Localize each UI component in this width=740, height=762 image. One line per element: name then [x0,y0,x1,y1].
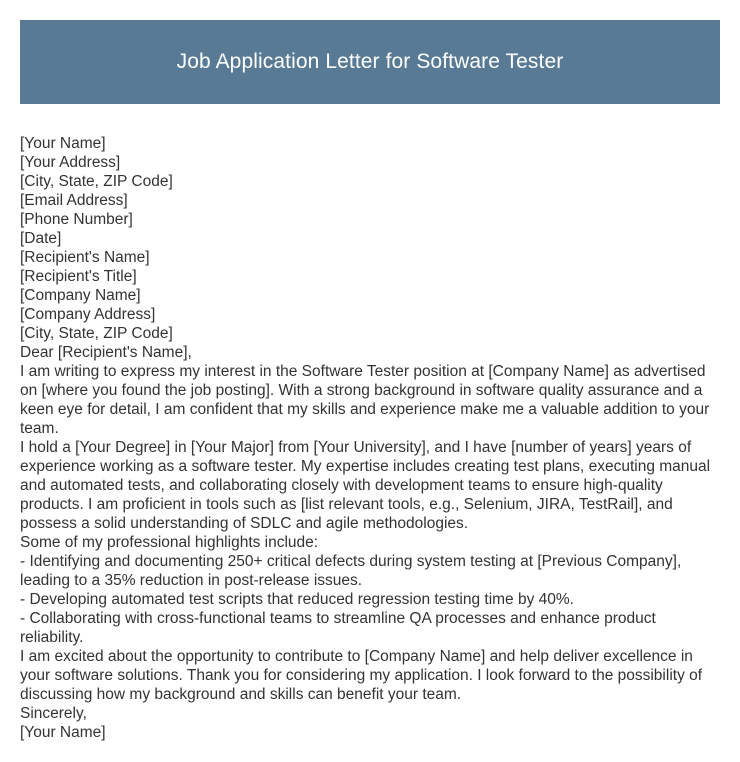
sender-city-state-zip: [City, State, ZIP Code] [20,173,173,190]
recipient-company-address: [Company Address] [20,306,156,323]
recipient-name: [Recipient's Name] [20,249,150,266]
sender-phone: [Phone Number] [20,211,133,228]
letter-body [20,134,720,742]
highlight-item: - Identifying and documenting 250+ critical defects during system testing at [Previous Company], leading to a 35% reduction in post-release issues. [20,553,682,589]
header-banner [20,20,720,104]
paragraph-interest: I am writing to express my interest in the Software Tester position at [Company Name] as advertised on [where you found the job posting]. With a strong background in software quality assurance and a keen eye for detail, I am confident that my skills and experience make me a valuable addition to your team. [20,363,710,437]
salutation: Dear [Recipient's Name], [20,344,192,361]
sender-address: [Your Address] [20,154,121,171]
highlights-intro: Some of my professional highlights include: [20,534,319,551]
letter-date: [Date] [20,230,62,247]
highlight-item: - Collaborating with cross-functional teams to streamline QA processes and enhance product reliability. [20,610,656,646]
page-title: Job Application Letter for Software Tester [176,50,564,73]
sender-name: [Your Name] [20,135,106,152]
recipient-company: [Company Name] [20,287,141,304]
recipient-title: [Recipient's Title] [20,268,137,285]
sender-email: [Email Address] [20,192,128,209]
recipient-city-state-zip: [City, State, ZIP Code] [20,325,173,342]
signature-name: [Your Name] [20,724,106,741]
paragraph-experience: I hold a [Your Degree] in [Your Major] from [Your University], and I have [number of years] years of experience working as a software tester. My expertise includes creating test plans, executing manual and automated tests, and collaborating closely with development teams to ensure high-quality products. I am proficient in tools such as [list relevant tools, e.g., Selenium, JIRA, TestRail], and possess a solid understanding of SDLC and agile methodologies. [20,439,711,532]
paragraph-closing: I am excited about the opportunity to contribute to [Company Name] and help deliver excellence in your software solutions. Thank you for considering my application. I look forward to the possibility of discussing how my background and skills can benefit your team. [20,648,703,703]
closing: Sincerely, [20,705,87,722]
highlight-item: - Developing automated test scripts that reduced regression testing time by 40%. [20,591,574,608]
